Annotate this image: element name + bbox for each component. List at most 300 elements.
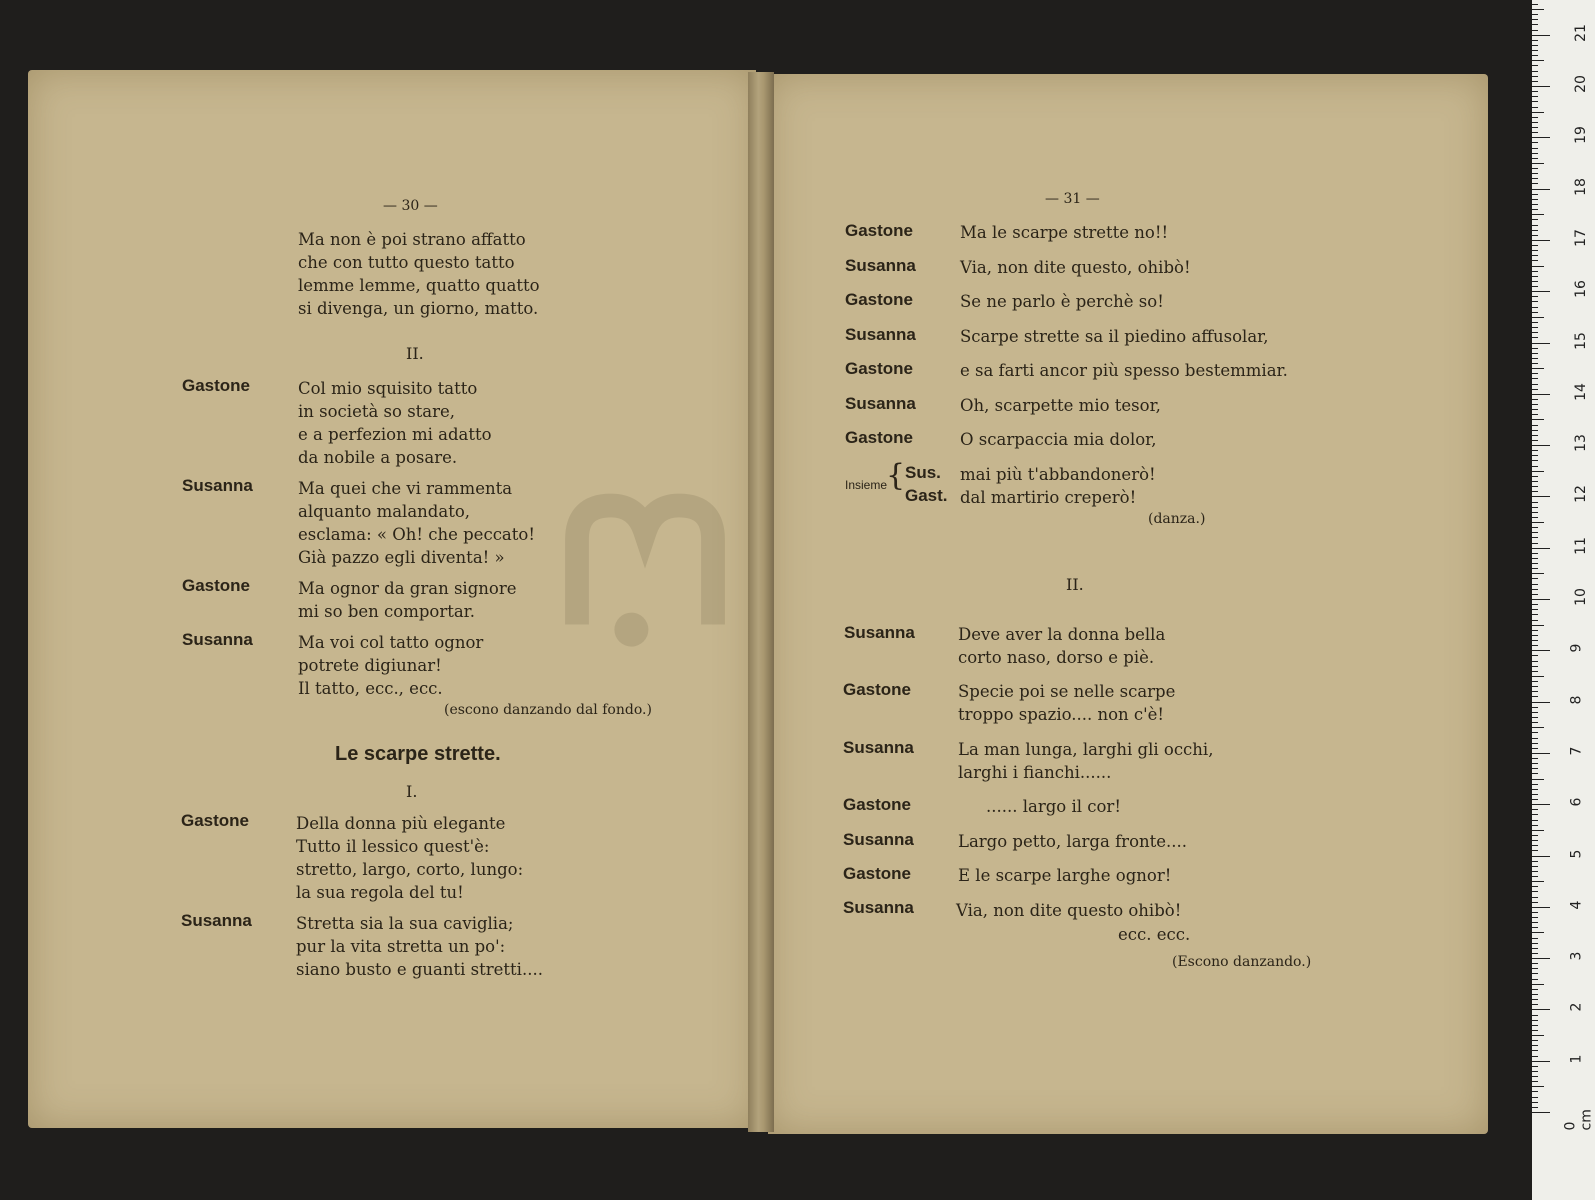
ruler-tick bbox=[1532, 871, 1538, 872]
ruler-tick bbox=[1532, 86, 1550, 87]
ruler-tick bbox=[1532, 635, 1538, 636]
verse-line: Specie poi se nelle scarpe bbox=[958, 682, 1176, 701]
ruler-tick bbox=[1532, 984, 1544, 985]
section-numeral: II. bbox=[406, 344, 424, 363]
ruler-tick bbox=[1532, 584, 1538, 585]
ruler-tick bbox=[1532, 40, 1538, 41]
ruler-tick bbox=[1532, 989, 1538, 990]
ruler-tick bbox=[1532, 589, 1538, 590]
ruler-tick bbox=[1532, 291, 1550, 292]
ruler-tick bbox=[1532, 435, 1538, 436]
ruler-tick bbox=[1532, 748, 1538, 749]
ruler-number: 11 bbox=[1572, 536, 1589, 555]
ruler-tick bbox=[1532, 1081, 1538, 1082]
ruler-tick bbox=[1532, 691, 1538, 692]
verse-line: pur la vita stretta un po': bbox=[296, 937, 506, 956]
ruler-tick bbox=[1532, 496, 1550, 497]
ruler-tick bbox=[1532, 558, 1538, 559]
ruler-tick bbox=[1532, 122, 1538, 123]
stage-direction: (Escono danzando.) bbox=[1172, 954, 1312, 970]
ruler-number: 12 bbox=[1572, 485, 1589, 504]
ruler-tick bbox=[1532, 194, 1538, 195]
ruler-tick bbox=[1532, 199, 1538, 200]
ruler-tick bbox=[1532, 722, 1538, 723]
ruler-tick bbox=[1532, 532, 1538, 533]
ruler-tick bbox=[1532, 455, 1538, 456]
verse-line: esclama: « Oh! che peccato! bbox=[298, 525, 535, 544]
ruler-tick bbox=[1532, 76, 1538, 77]
ruler-tick bbox=[1532, 394, 1550, 395]
speaker-name: Gastone bbox=[845, 359, 914, 378]
ruler-number: 2 bbox=[1568, 1002, 1585, 1012]
ruler-tick bbox=[1532, 866, 1538, 867]
ruler-tick bbox=[1532, 799, 1538, 800]
ruler-tick bbox=[1532, 112, 1544, 113]
ruler-number: 17 bbox=[1572, 228, 1589, 247]
speaker-name: Gastone bbox=[845, 290, 914, 309]
ruler-tick bbox=[1532, 204, 1538, 205]
ruler-number: 3 bbox=[1568, 951, 1585, 961]
stage-direction: (danza.) bbox=[1148, 511, 1206, 527]
ruler-tick bbox=[1532, 378, 1538, 379]
dialogue-line: ...... largo il cor! bbox=[986, 797, 1121, 816]
ruler-tick bbox=[1532, 640, 1538, 641]
speaker-name: Susanna bbox=[844, 623, 915, 642]
verse-block bbox=[298, 377, 492, 469]
ruler-tick bbox=[1532, 101, 1538, 102]
speaker-name: Susanna bbox=[843, 898, 914, 917]
ruler-tick bbox=[1532, 332, 1538, 333]
verse-line: larghi i fianchi...... bbox=[958, 763, 1112, 782]
ruler-tick bbox=[1532, 856, 1550, 857]
ruler-tick bbox=[1532, 1009, 1550, 1010]
section-numeral: II. bbox=[1066, 575, 1084, 594]
ruler-tick bbox=[1532, 127, 1538, 128]
speaker-name: Susanna bbox=[181, 911, 252, 930]
ruler-tick bbox=[1532, 953, 1538, 954]
ruler-tick bbox=[1532, 363, 1538, 364]
ruler-number: 5 bbox=[1568, 849, 1585, 858]
ruler-tick bbox=[1532, 979, 1538, 980]
section-numeral: I. bbox=[406, 782, 418, 801]
ruler-tick bbox=[1532, 727, 1544, 728]
ruler-tick bbox=[1532, 850, 1538, 851]
ruler-tick bbox=[1532, 527, 1538, 528]
dialogue-line: Oh, scarpette mio tesor, bbox=[960, 396, 1161, 415]
ruler-tick bbox=[1532, 794, 1538, 795]
verse-line: si divenga, un giorno, matto. bbox=[298, 299, 539, 318]
ruler-tick bbox=[1532, 773, 1538, 774]
ruler-tick bbox=[1532, 630, 1538, 631]
ruler-number: 4 bbox=[1568, 900, 1585, 910]
ruler-tick bbox=[1532, 543, 1538, 544]
ruler-tick bbox=[1532, 214, 1544, 215]
ruler-tick bbox=[1532, 568, 1538, 569]
ruler-tick bbox=[1532, 594, 1538, 595]
ruler-tick bbox=[1532, 655, 1538, 656]
dialogue-line: Via, non dite questo, ohibò! bbox=[960, 258, 1191, 277]
dialogue-line: Se ne parlo è perchè so! bbox=[960, 292, 1164, 311]
ruler-tick bbox=[1532, 876, 1538, 877]
ruler-tick bbox=[1532, 404, 1538, 405]
ruler-number: 21 bbox=[1572, 23, 1589, 42]
ruler-tick bbox=[1532, 296, 1538, 297]
ruler-tick bbox=[1532, 779, 1544, 780]
intro-verse bbox=[298, 228, 540, 320]
measurement-ruler bbox=[1532, 0, 1595, 1200]
ruler-number: 13 bbox=[1572, 434, 1589, 453]
ruler-tick bbox=[1532, 60, 1544, 61]
ruler-number: 14 bbox=[1572, 382, 1589, 401]
ruler-tick bbox=[1532, 1015, 1538, 1016]
speaker-name: Gastone bbox=[843, 680, 912, 699]
verse-line: Ma quei che vi rammenta bbox=[298, 479, 513, 498]
ruler-tick bbox=[1532, 65, 1538, 66]
ruler-tick bbox=[1532, 809, 1538, 810]
ruler-tick bbox=[1532, 917, 1538, 918]
ruler-tick bbox=[1532, 573, 1544, 574]
ruler-tick bbox=[1532, 491, 1538, 492]
ruler-tick bbox=[1532, 430, 1538, 431]
verse-block bbox=[958, 623, 1165, 669]
ruler-tick bbox=[1532, 1097, 1538, 1098]
ruler-tick bbox=[1532, 507, 1538, 508]
ruler-tick bbox=[1532, 343, 1550, 344]
ruler-tick bbox=[1532, 312, 1538, 313]
ruler-tick bbox=[1532, 183, 1538, 184]
verse-block bbox=[296, 812, 523, 904]
verse-line: Deve aver la donna bella bbox=[958, 625, 1166, 644]
ruler-tick bbox=[1532, 271, 1538, 272]
dialogue-line: Ma le scarpe strette no!! bbox=[960, 223, 1169, 242]
ruler-tick bbox=[1532, 599, 1550, 600]
ruler-tick bbox=[1532, 1066, 1538, 1067]
verse-line: troppo spazio.... non c'è! bbox=[958, 705, 1165, 724]
verse-line: Ma voi col tatto ognor bbox=[298, 633, 484, 652]
ruler-tick bbox=[1532, 804, 1550, 805]
verse-line: Ma ognor da gran signore bbox=[298, 579, 517, 598]
verse-line: in società so stare, bbox=[298, 402, 456, 421]
ruler-tick bbox=[1532, 763, 1538, 764]
ruler-tick bbox=[1532, 1056, 1538, 1057]
ruler-tick bbox=[1532, 35, 1550, 36]
ruler-tick bbox=[1532, 820, 1538, 821]
ruler-tick bbox=[1532, 994, 1538, 995]
ruler-tick bbox=[1532, 522, 1544, 523]
ruler-tick bbox=[1532, 235, 1538, 236]
ruler-tick bbox=[1532, 712, 1538, 713]
ruler-tick bbox=[1532, 578, 1538, 579]
ruler-tick bbox=[1532, 609, 1538, 610]
ruler-tick bbox=[1532, 1035, 1544, 1036]
ruler-tick bbox=[1532, 502, 1538, 503]
verse-line: siano busto e guanti stretti.... bbox=[296, 960, 543, 979]
verse-block bbox=[298, 577, 517, 623]
speaker-name: Susanna bbox=[843, 830, 914, 849]
ruler-tick bbox=[1532, 45, 1538, 46]
ruler-tick bbox=[1532, 384, 1538, 385]
ruler-tick bbox=[1532, 702, 1550, 703]
ruler-tick bbox=[1532, 368, 1544, 369]
stage-direction: (escono danzando dal fondo.) bbox=[444, 702, 652, 718]
dialogue-line: e sa farti ancor più spesso bestemmiar. bbox=[960, 361, 1288, 380]
ruler-tick bbox=[1532, 327, 1538, 328]
ruler-tick bbox=[1532, 1086, 1544, 1087]
speaker-name: Susanna bbox=[182, 476, 253, 495]
ruler-tick bbox=[1532, 758, 1538, 759]
ruler-tick bbox=[1532, 471, 1544, 472]
ruler-tick bbox=[1532, 1076, 1538, 1077]
ruler-tick bbox=[1532, 168, 1538, 169]
ruler-tick bbox=[1532, 517, 1538, 518]
verse-line: La man lunga, larghi gli occhi, bbox=[958, 740, 1214, 759]
ruler-tick bbox=[1532, 645, 1538, 646]
speaker-name: Gastone bbox=[843, 795, 912, 814]
ruler-tick bbox=[1532, 676, 1544, 677]
library-watermark bbox=[560, 480, 730, 650]
ruler-tick bbox=[1532, 1112, 1550, 1113]
ruler-tick bbox=[1532, 537, 1538, 538]
ruler-tick bbox=[1532, 142, 1538, 143]
ruler-tick bbox=[1532, 840, 1538, 841]
verse-line: Col mio squisito tatto bbox=[298, 379, 478, 398]
ruler-tick bbox=[1532, 830, 1544, 831]
ruler-tick bbox=[1532, 963, 1538, 964]
ruler-tick bbox=[1532, 240, 1550, 241]
ruler-tick bbox=[1532, 1061, 1550, 1062]
brace-symbol: { bbox=[886, 458, 906, 493]
verse-line: lemme lemme, quatto quatto bbox=[298, 276, 540, 295]
ruler-tick bbox=[1532, 14, 1538, 15]
verse-line: la sua regola del tu! bbox=[296, 883, 464, 902]
ruler-tick bbox=[1532, 353, 1538, 354]
ruler-tick bbox=[1532, 1045, 1538, 1046]
verse-line: Ma non è poi strano affatto bbox=[298, 230, 526, 249]
ruler-tick bbox=[1532, 137, 1550, 138]
ruler-tick bbox=[1532, 886, 1538, 887]
ruler-tick bbox=[1532, 999, 1538, 1000]
ruler-tick bbox=[1532, 178, 1538, 179]
verse-line: Tutto il lessico quest'è: bbox=[296, 837, 490, 856]
ruler-tick bbox=[1532, 897, 1538, 898]
ruler-tick bbox=[1532, 650, 1550, 651]
verse-block bbox=[958, 680, 1175, 726]
ruler-tick bbox=[1532, 968, 1538, 969]
ruler-number: 9 bbox=[1568, 643, 1585, 653]
ruler-tick bbox=[1532, 71, 1538, 72]
verse-line: mai più t'abbandonerò! bbox=[960, 465, 1156, 484]
ruler-tick bbox=[1532, 301, 1538, 302]
ruler-tick bbox=[1532, 912, 1538, 913]
ruler-tick bbox=[1532, 266, 1544, 267]
ruler-tick bbox=[1532, 732, 1538, 733]
ruler-tick bbox=[1532, 1030, 1538, 1031]
ruler-tick bbox=[1532, 322, 1538, 323]
verse-line: Già pazzo egli diventa! » bbox=[298, 548, 505, 567]
speaker-name: Susanna bbox=[182, 630, 253, 649]
ruler-tick bbox=[1532, 286, 1538, 287]
ruler-tick bbox=[1532, 337, 1538, 338]
verse-line: da nobile a posare. bbox=[298, 448, 458, 467]
verse-line: alquanto malandato, bbox=[298, 502, 471, 521]
speaker-name: Gastone bbox=[182, 376, 251, 395]
ruler-tick bbox=[1532, 1091, 1538, 1092]
page-number-left: — 30 — bbox=[383, 198, 438, 214]
ruler-tick bbox=[1532, 768, 1538, 769]
ruler-number: 1 bbox=[1568, 1054, 1585, 1064]
speaker-name: Gastone bbox=[845, 221, 914, 240]
dialogue-line: Scarpe strette sa il piedino affusolar, bbox=[960, 327, 1269, 346]
ruler-tick bbox=[1532, 938, 1538, 939]
ruler-number: 20 bbox=[1572, 75, 1589, 93]
ruler-tick bbox=[1532, 707, 1538, 708]
ruler-tick bbox=[1532, 753, 1550, 754]
ruler-tick bbox=[1532, 153, 1538, 154]
ruler-number: 15 bbox=[1572, 331, 1589, 350]
ruler-tick bbox=[1532, 881, 1544, 882]
ruler-tick bbox=[1532, 250, 1538, 251]
speaker-name: Gastone bbox=[843, 864, 912, 883]
ecc-line: ecc. ecc. bbox=[1118, 925, 1191, 944]
ruler-tick bbox=[1532, 440, 1538, 441]
ruler-tick bbox=[1532, 281, 1538, 282]
speaker-name: Susanna bbox=[845, 394, 916, 413]
ruler-tick bbox=[1532, 225, 1538, 226]
ruler-tick bbox=[1532, 671, 1538, 672]
speaker-name: Susanna bbox=[843, 738, 914, 757]
ruler-tick bbox=[1532, 1025, 1538, 1026]
ruler-tick bbox=[1532, 425, 1538, 426]
verse-line: potrete digiunar! bbox=[298, 656, 442, 675]
ruler-tick bbox=[1532, 414, 1538, 415]
ruler-tick bbox=[1532, 661, 1538, 662]
ruler-tick bbox=[1532, 973, 1538, 974]
ruler-tick bbox=[1532, 373, 1538, 374]
dialogue-line: Largo petto, larga fronte.... bbox=[958, 832, 1188, 851]
ruler-tick bbox=[1532, 460, 1538, 461]
ruler-tick bbox=[1532, 1020, 1538, 1021]
ruler-tick bbox=[1532, 317, 1544, 318]
ruler-tick bbox=[1532, 943, 1538, 944]
ruler-tick bbox=[1532, 1004, 1538, 1005]
ruler-tick bbox=[1532, 9, 1544, 10]
ruler-tick bbox=[1532, 666, 1538, 667]
ruler-tick bbox=[1532, 96, 1538, 97]
ruler-tick bbox=[1532, 245, 1538, 246]
ruler-tick bbox=[1532, 825, 1538, 826]
ruler-tick bbox=[1532, 948, 1538, 949]
ruler-tick bbox=[1532, 563, 1538, 564]
ruler-tick bbox=[1532, 450, 1538, 451]
ruler-tick bbox=[1532, 389, 1538, 390]
ruler-tick bbox=[1532, 276, 1538, 277]
ruler-tick bbox=[1532, 419, 1544, 420]
ruler-tick bbox=[1532, 922, 1538, 923]
ruler-tick bbox=[1532, 620, 1538, 621]
ruler-number: 10 bbox=[1572, 588, 1589, 606]
ruler-tick bbox=[1532, 307, 1538, 308]
ruler-tick bbox=[1532, 814, 1538, 815]
ruler-unit-label: 0 cm bbox=[1562, 1109, 1595, 1131]
dialogue-line: Via, non dite questo ohibò! bbox=[956, 901, 1182, 920]
ruler-tick bbox=[1532, 789, 1538, 790]
ruler-tick bbox=[1532, 358, 1538, 359]
song-title: Le scarpe strette. bbox=[335, 743, 501, 765]
ruler-tick bbox=[1532, 399, 1538, 400]
ruler-number: 6 bbox=[1568, 797, 1585, 807]
verse-block bbox=[298, 631, 483, 700]
ruler-tick bbox=[1532, 1102, 1538, 1103]
ruler-tick bbox=[1532, 891, 1538, 892]
verse-block bbox=[960, 463, 1156, 509]
ruler-tick bbox=[1532, 19, 1538, 20]
ruler-tick bbox=[1532, 132, 1538, 133]
ruler-tick bbox=[1532, 91, 1538, 92]
ruler-tick bbox=[1532, 466, 1538, 467]
ruler-tick bbox=[1532, 24, 1538, 25]
ruler-tick bbox=[1532, 696, 1538, 697]
ruler-tick bbox=[1532, 173, 1538, 174]
ruler-tick bbox=[1532, 81, 1538, 82]
ruler-tick bbox=[1532, 260, 1538, 261]
ruler-tick bbox=[1532, 348, 1538, 349]
ruler-tick bbox=[1532, 835, 1538, 836]
verse-line: che con tutto questo tatto bbox=[298, 253, 515, 272]
ruler-number: 19 bbox=[1572, 126, 1589, 145]
ruler-number: 18 bbox=[1572, 177, 1589, 196]
ruler-tick bbox=[1532, 902, 1538, 903]
speaker-name: Susanna bbox=[845, 256, 916, 275]
ruler-tick bbox=[1532, 927, 1538, 928]
ruler-tick bbox=[1532, 604, 1538, 605]
ruler-tick bbox=[1532, 50, 1538, 51]
verse-line: stretto, largo, corto, lungo: bbox=[296, 860, 524, 879]
ruler-tick bbox=[1532, 1107, 1538, 1108]
ruler-number: 16 bbox=[1572, 280, 1589, 299]
ruler-tick bbox=[1532, 148, 1538, 149]
verse-line: mi so ben comportar. bbox=[298, 602, 476, 621]
book-gutter bbox=[748, 72, 774, 1132]
ruler-tick bbox=[1532, 230, 1538, 231]
speaker-name: Susanna bbox=[845, 325, 916, 344]
ruler-tick bbox=[1532, 209, 1538, 210]
verse-line: Della donna più elegante bbox=[296, 814, 506, 833]
speaker-abbrev: Gast. bbox=[905, 486, 948, 505]
verse-line: corto naso, dorso e piè. bbox=[958, 648, 1155, 667]
ruler-tick bbox=[1532, 117, 1538, 118]
ruler-tick bbox=[1532, 743, 1538, 744]
speaker-name: Gastone bbox=[181, 811, 250, 830]
ruler-tick bbox=[1532, 681, 1538, 682]
ruler-tick bbox=[1532, 845, 1538, 846]
ruler-tick bbox=[1532, 4, 1538, 5]
ruler-tick bbox=[1532, 553, 1538, 554]
ruler-tick bbox=[1532, 255, 1538, 256]
ruler-tick bbox=[1532, 784, 1538, 785]
ruler-tick bbox=[1532, 625, 1544, 626]
ruler-tick bbox=[1532, 409, 1538, 410]
ruler-tick bbox=[1532, 476, 1538, 477]
dialogue-line: O scarpaccia mia dolor, bbox=[960, 430, 1157, 449]
verse-block bbox=[296, 912, 543, 981]
ruler-tick bbox=[1532, 548, 1550, 549]
page-number-right: — 31 — bbox=[1045, 191, 1100, 207]
ruler-tick bbox=[1532, 717, 1538, 718]
ruler-tick bbox=[1532, 163, 1544, 164]
insieme-label: Insieme bbox=[845, 478, 888, 492]
ruler-tick bbox=[1532, 445, 1550, 446]
ruler-tick bbox=[1532, 958, 1550, 959]
